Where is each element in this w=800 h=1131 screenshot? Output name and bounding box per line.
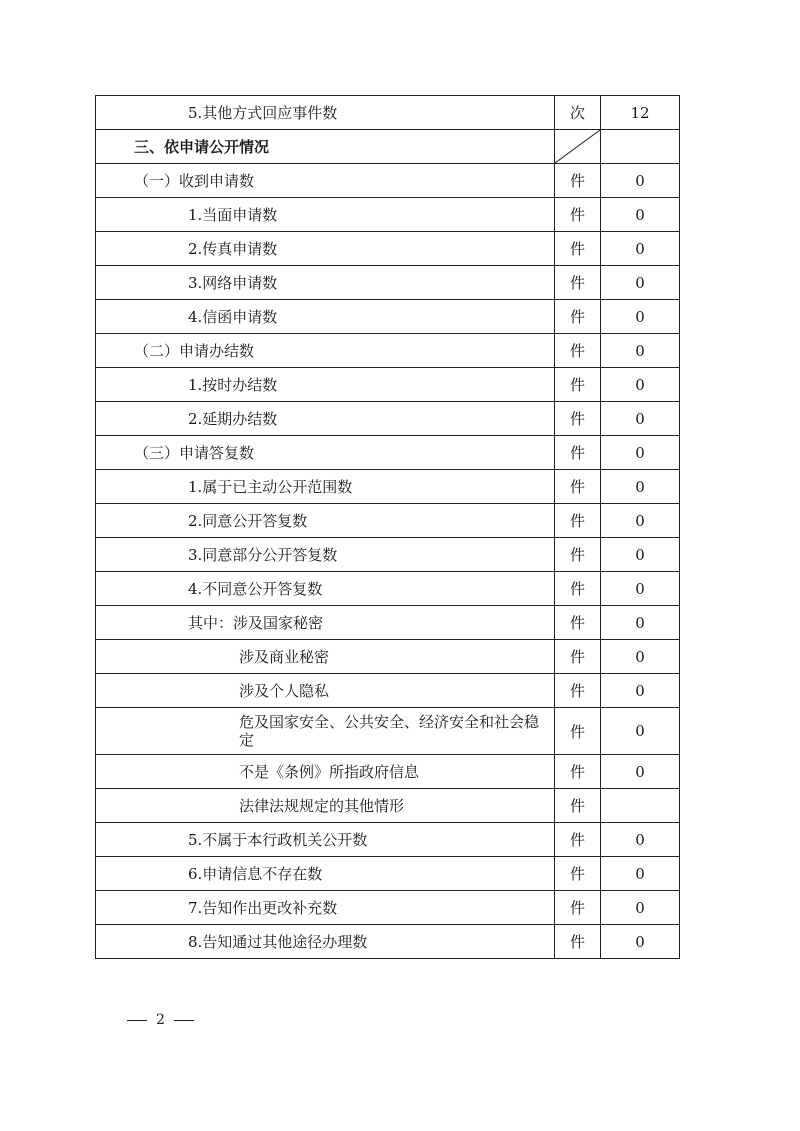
row-value: 0 <box>601 334 680 368</box>
diagonal-line <box>555 130 600 163</box>
row-item: 涉及商业秘密 <box>96 640 555 674</box>
row-value: 0 <box>601 708 680 755</box>
row-value: 0 <box>601 755 680 789</box>
row-unit: 件 <box>555 164 601 198</box>
row-item: 6.申请信息不存在数 <box>96 857 555 891</box>
row-value: 0 <box>601 538 680 572</box>
table-row <box>96 538 680 572</box>
section-heading: 三、依申请公开情况 <box>96 130 555 164</box>
row-value: 12 <box>601 96 680 130</box>
row-value <box>601 789 680 823</box>
row-unit: 件 <box>555 232 601 266</box>
row-value: 0 <box>601 402 680 436</box>
table-row <box>96 232 680 266</box>
table-row <box>96 436 680 470</box>
row-item: 4.信函申请数 <box>96 300 555 334</box>
row-item: 3.网络申请数 <box>96 266 555 300</box>
row-value: 0 <box>601 232 680 266</box>
row-item: 7.告知作出更改补充数 <box>96 891 555 925</box>
row-unit: 件 <box>555 891 601 925</box>
row-unit: 件 <box>555 674 601 708</box>
row-value: 0 <box>601 674 680 708</box>
table-row <box>96 891 680 925</box>
row-unit: 件 <box>555 925 601 959</box>
row-item: 1.按时办结数 <box>96 368 555 402</box>
table-row <box>96 925 680 959</box>
row-unit: 件 <box>555 755 601 789</box>
table-row <box>96 640 680 674</box>
row-item: 涉及个人隐私 <box>96 674 555 708</box>
row-value: 0 <box>601 857 680 891</box>
table-row <box>96 266 680 300</box>
row-unit: 次 <box>555 96 601 130</box>
row-value: 0 <box>601 198 680 232</box>
row-unit: 件 <box>555 334 601 368</box>
table-row <box>96 368 680 402</box>
statistics-table <box>95 95 680 959</box>
row-unit: 件 <box>555 436 601 470</box>
page-footer <box>127 1010 194 1030</box>
row-unit: 件 <box>555 606 601 640</box>
row-unit: 件 <box>555 504 601 538</box>
row-value: 0 <box>601 436 680 470</box>
row-unit: 件 <box>555 266 601 300</box>
row-value: 0 <box>601 606 680 640</box>
row-unit: 件 <box>555 640 601 674</box>
row-unit: 件 <box>555 300 601 334</box>
footer-dash-left <box>127 1020 147 1021</box>
row-item: 危及国家安全、公共安全、经济安全和社会稳定 <box>96 708 555 755</box>
row-value: 0 <box>601 925 680 959</box>
table-row <box>96 823 680 857</box>
table-row <box>96 470 680 504</box>
row-item: 4.不同意公开答复数 <box>96 572 555 606</box>
row-value: 0 <box>601 470 680 504</box>
table-row <box>96 857 680 891</box>
row-item: 8.告知通过其他途径办理数 <box>96 925 555 959</box>
table-row <box>96 164 680 198</box>
row-unit: 件 <box>555 823 601 857</box>
row-value: 0 <box>601 300 680 334</box>
table-row <box>96 96 680 130</box>
row-value: 0 <box>601 640 680 674</box>
row-value: 0 <box>601 164 680 198</box>
row-value: 0 <box>601 266 680 300</box>
row-unit: 件 <box>555 198 601 232</box>
row-item: （一）收到申请数 <box>96 164 555 198</box>
row-unit: 件 <box>555 470 601 504</box>
page-number: 2 <box>156 1012 165 1028</box>
table-row <box>96 789 680 823</box>
row-item: 1.当面申请数 <box>96 198 555 232</box>
table-row <box>96 130 680 164</box>
table-row <box>96 674 680 708</box>
row-item: 3.同意部分公开答复数 <box>96 538 555 572</box>
row-item: 2.同意公开答复数 <box>96 504 555 538</box>
row-item: 5.不属于本行政机关公开数 <box>96 823 555 857</box>
row-item: 1.属于已主动公开范围数 <box>96 470 555 504</box>
row-unit: 件 <box>555 572 601 606</box>
row-item: 法律法规规定的其他情形 <box>96 789 555 823</box>
row-value: 0 <box>601 504 680 538</box>
row-unit: 件 <box>555 538 601 572</box>
row-unit: 件 <box>555 708 601 755</box>
table-row <box>96 198 680 232</box>
table-row <box>96 606 680 640</box>
table-row <box>96 300 680 334</box>
row-value <box>601 130 680 164</box>
diagonal-cell <box>555 130 601 164</box>
row-item: 2.延期办结数 <box>96 402 555 436</box>
footer-dash-right <box>174 1020 194 1021</box>
row-unit: 件 <box>555 857 601 891</box>
row-unit: 件 <box>555 789 601 823</box>
row-item: 5.其他方式回应事件数 <box>96 96 555 130</box>
row-item: （二）申请办结数 <box>96 334 555 368</box>
table-row <box>96 402 680 436</box>
table-row <box>96 504 680 538</box>
row-item: 其中：涉及国家秘密 <box>96 606 555 640</box>
row-unit: 件 <box>555 368 601 402</box>
table-row <box>96 572 680 606</box>
row-item: （三）申请答复数 <box>96 436 555 470</box>
row-value: 0 <box>601 823 680 857</box>
row-item: 不是《条例》所指政府信息 <box>96 755 555 789</box>
row-item: 2.传真申请数 <box>96 232 555 266</box>
table-row <box>96 334 680 368</box>
row-unit: 件 <box>555 402 601 436</box>
row-value: 0 <box>601 572 680 606</box>
row-value: 0 <box>601 891 680 925</box>
table-row <box>96 755 680 789</box>
row-value: 0 <box>601 368 680 402</box>
table-row <box>96 708 680 755</box>
